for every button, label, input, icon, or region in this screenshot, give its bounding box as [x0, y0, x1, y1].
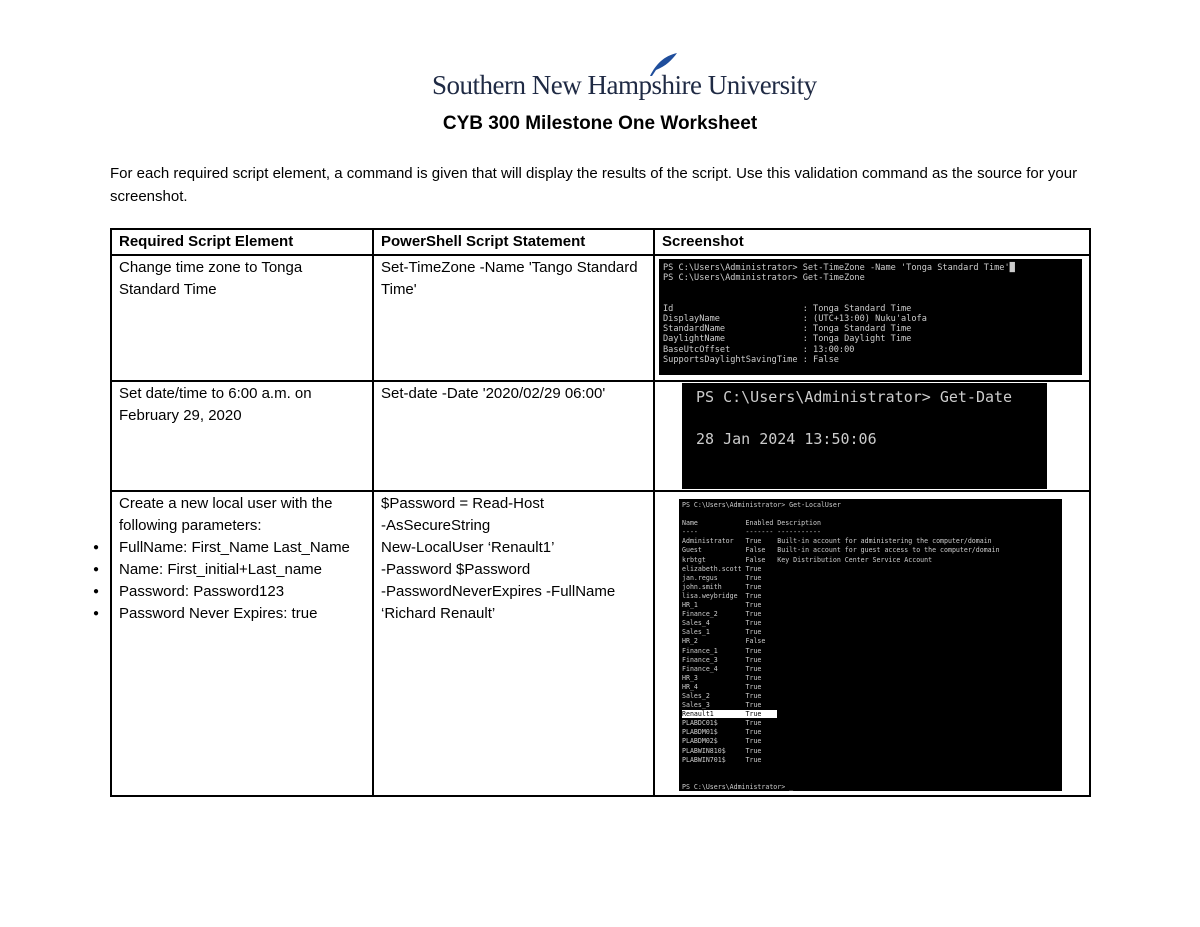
feather-icon: [648, 52, 678, 78]
statement-line: ‘Richard Renault’: [381, 605, 496, 622]
element-cell: Set date/time to 6:00 a.m. on February 29, 2020: [111, 381, 373, 491]
page-title: CYB 300 Milestone One Worksheet: [442, 113, 758, 134]
highlighted-row: Renault1 True: [682, 710, 778, 719]
university-logo: [432, 52, 817, 104]
header-element: Required Script Element: [111, 229, 373, 255]
terminal-screenshot: PS C:\Users\Administrator> Set-TimeZone -Name 'Tonga Standard Time'█ PS C:\Users\Administrator> Get-TimeZone Id : Tonga Standard Time DisplayName : (UTC+13:00) Nuku'alofa StandardName : Tonga Standard Time DaylightName : Tonga Daylight Time BaseUtcOffset : 13:00:00 SupportsDaylightSavingTime : False: [659, 259, 1082, 375]
statement-cell: Set-TimeZone -Name 'Tango Standard Time': [373, 255, 654, 381]
element-text: Create a new local user with the following parameters:: [119, 495, 333, 534]
parameter-list: [119, 537, 365, 625]
screenshot-cell: [654, 491, 1090, 796]
statement-line: New-LocalUser ‘Renault1’: [381, 539, 555, 556]
logo-text: Southern New Hampshire University: [432, 70, 817, 100]
table-row: [111, 381, 1090, 491]
terminal-screenshot: [679, 499, 1062, 791]
list-item: ● Password Never Expires: true: [119, 603, 365, 625]
intro-text: For each required script element, a command is given that will display the results of the script. Use this validation command as the source for your screenshot.: [110, 165, 1078, 205]
table-row: [111, 255, 1090, 381]
statement-cell: [373, 491, 654, 796]
terminal-output: PS C:\Users\Administrator> Get-LocalUser Name Enabled Description ---- ------- ----------- Administrator True Built-in account for administering the computer/domain Guest False Built-in account for guest access to the computer/domain krbtgt False Key Distribution Center Service Account elizabeth.scott True jan.regus True john.smith True lisa.weybridge True HR_1 True Finance_2 True Sales_4 True Sales_1 True HR_2 False Finance_1 True Finance_3 True Finance_4 True HR_3 True HR_4 True Sales_2 True Sales_3 True: [682, 501, 1000, 710]
list-item: ● Name: First_initial+Last_name: [119, 559, 365, 581]
list-item: ● FullName: First_Name Last_Name: [119, 537, 365, 559]
statement-line: $Password = Read-Host: [381, 495, 544, 512]
screenshot-cell: [654, 381, 1090, 491]
statement-line: -AsSecureString: [381, 517, 491, 534]
table-header-row: [111, 229, 1090, 255]
statement-cell: Set-date -Date '2020/02/29 06:00': [373, 381, 654, 491]
header-statement: PowerShell Script Statement: [373, 229, 654, 255]
statement-line: -PasswordNeverExpires -FullName: [381, 583, 616, 600]
screenshot-cell: [654, 255, 1090, 381]
element-cell: Change time zone to Tonga Standard Time: [111, 255, 373, 381]
list-item: ● Password: Password123: [119, 581, 365, 603]
header-screenshot: Screenshot: [654, 229, 1090, 255]
statement-line: -Password $Password: [381, 561, 531, 578]
terminal-screenshot: PS C:\Users\Administrator> Get-Date 28 Jan 2024 13:50:06: [682, 383, 1047, 489]
element-cell: [111, 491, 373, 796]
table-row: [111, 491, 1090, 796]
worksheet-table: [110, 228, 1091, 797]
terminal-output: PLABDC01$ True PLABDM01$ True PLABDM02$ True PLABWIN810$ True PLABWIN701$ True PS C:\Users\Administrator> _: [682, 719, 794, 791]
